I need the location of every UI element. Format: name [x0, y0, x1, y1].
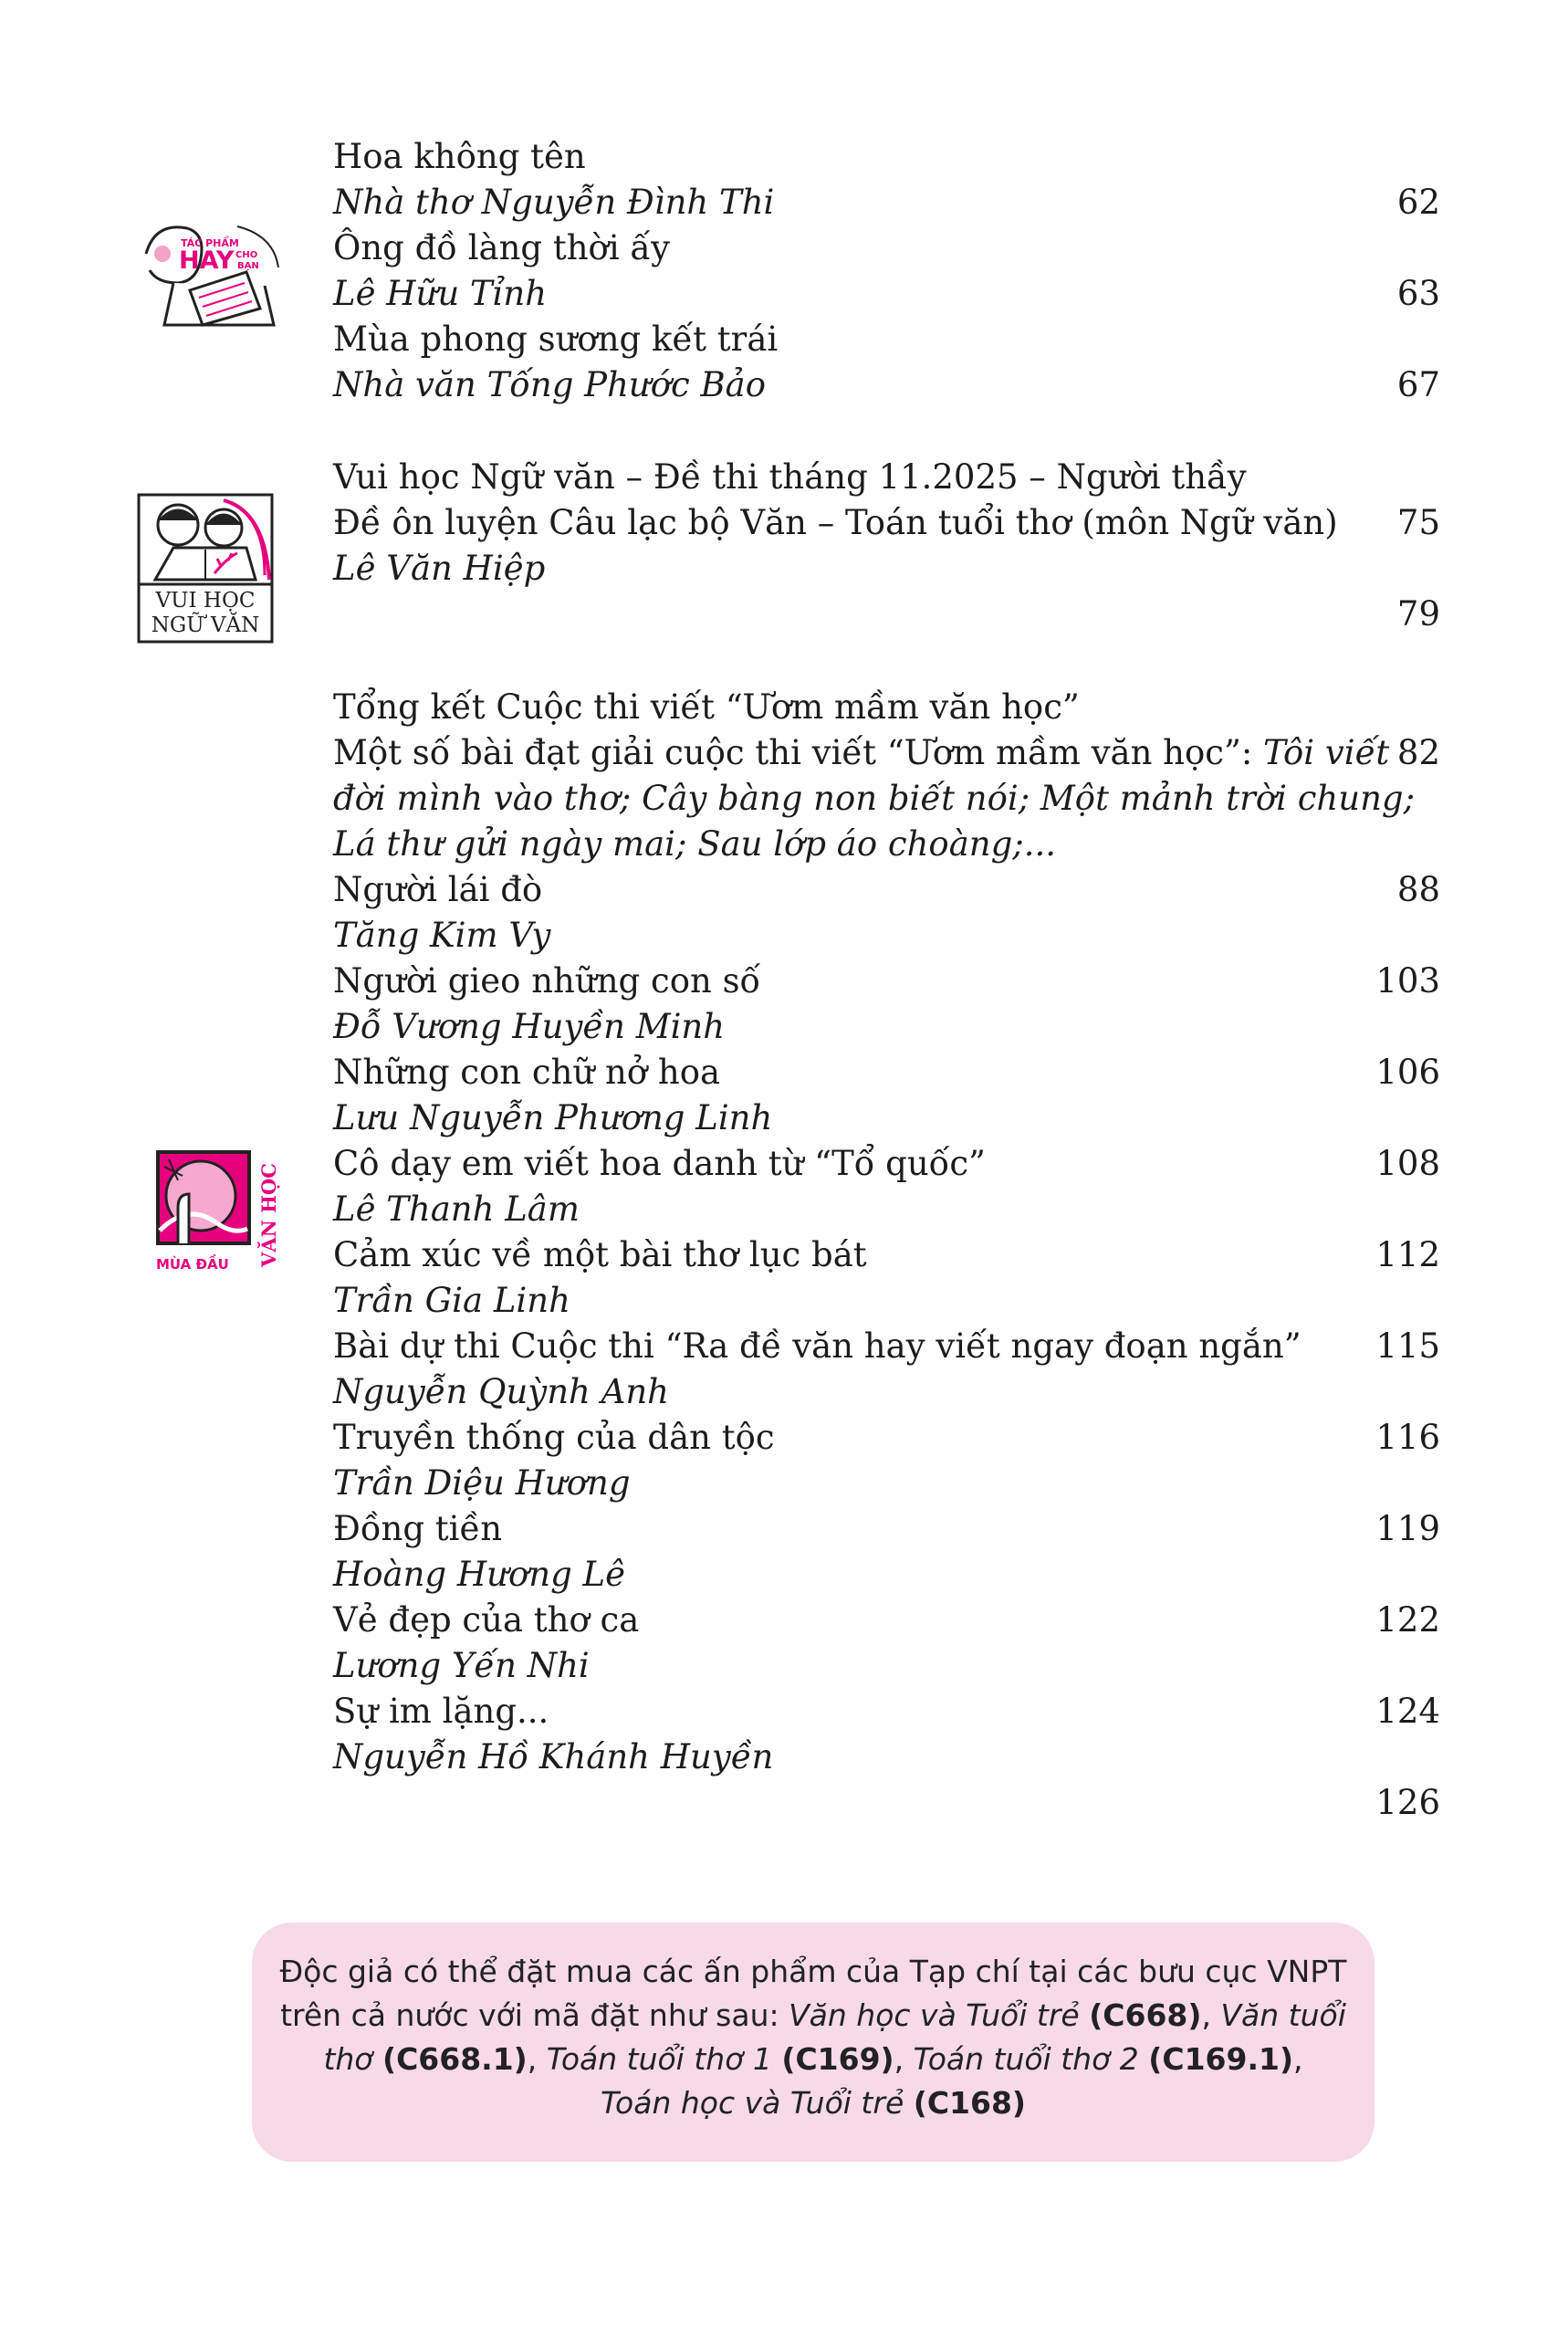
tac-pham-hay-icon	[137, 217, 292, 341]
toc-page: 103	[1375, 961, 1440, 1001]
icon-text-vertical: VĂN HỌC	[257, 1163, 280, 1267]
toc-author: Lương Yến Nhi	[333, 1646, 590, 1685]
toc-title: Cô dạy em viết hoa danh từ “Tổ quốc”	[333, 1144, 986, 1183]
toc-heading: Tổng kết Cuộc thi viết “Ươm mầm văn học”	[333, 687, 1080, 727]
subscription-notice	[252, 1923, 1375, 2162]
toc-author: Đỗ Vương Huyền Minh	[333, 1007, 726, 1046]
icon-text-main: HAY	[179, 246, 235, 275]
icon-text-side2: BẠN	[237, 261, 259, 271]
toc-title: Ông đồ làng thời ấy	[333, 228, 671, 267]
toc-page: 126	[1375, 1783, 1440, 1822]
publication-code: (C169)	[781, 2041, 894, 2077]
publication-name: Văn học và Tuổi trẻ	[789, 1997, 1080, 2033]
toc-page: 75	[1396, 503, 1440, 542]
publication-name: Toán tuổi thơ 2	[913, 2041, 1139, 2077]
notice-text: Độc giả có thể đặt mua các ấn phẩm của Tạp chí tại các bưu cục VNPT trên cả nước với mã đặt như sau: Văn học và Tuổi trẻ (C668), Văn tuổi thơ (C668.1), Toán tuổi thơ 1 (C169), Toán tuổi thơ 2 (C169.1), Toán học và Tuổi trẻ (C168)	[279, 1954, 1347, 2121]
toc-intro-text: Một số bài đạt giải cuộc thi viết “Ươm mầm văn học”:	[333, 733, 1264, 772]
toc-intro-line	[333, 730, 1389, 776]
toc-title: Vui học Ngữ văn – Đề thi tháng 11.2025 – Người thầy	[333, 457, 1247, 497]
toc-page: 67	[1396, 365, 1440, 404]
toc-page: 82	[1396, 733, 1440, 772]
toc-page: 122	[1375, 1600, 1440, 1640]
publication-code: (C169.1)	[1148, 2041, 1294, 2077]
publication-code: (C668.1)	[382, 2041, 528, 2077]
toc-author: Lê Thanh Lâm	[333, 1189, 580, 1229]
toc-author: Lưu Nguyễn Phương Linh	[333, 1098, 773, 1137]
publication-name: Toán tuổi thơ 1	[546, 2041, 772, 2077]
toc-author: Nhà văn Tống Phước Bảo	[333, 365, 767, 404]
toc-page: 106	[1375, 1053, 1440, 1092]
publication-code: (C668)	[1089, 1997, 1202, 2033]
toc-page: 124	[1375, 1692, 1440, 1731]
toc-author: Lê Hữu Tỉnh	[333, 274, 548, 313]
publication-name: Văn tuổi	[1220, 1997, 1346, 2033]
mua-dau-van-hoc-icon	[151, 1148, 286, 1276]
toc-title: Bài dự thi Cuộc thi “Ra đề văn hay viết ngay đoạn ngắn”	[333, 1326, 1301, 1366]
toc-title: Cảm xúc về một bài thơ lục bát	[333, 1235, 867, 1274]
toc-author: Nhà thơ Nguyễn Đình Thi	[333, 183, 775, 222]
toc-title: Đề ôn luyện Câu lạc bộ Văn – Toán tuổi thơ (môn Ngữ văn)	[333, 503, 1338, 542]
toc-title: Mùa phong sương kết trái	[333, 320, 779, 359]
toc-page: 116	[1375, 1418, 1440, 1457]
publication-name: Toán học và Tuổi trẻ	[600, 2085, 904, 2121]
toc-title: Sự im lặng...	[333, 1692, 549, 1731]
toc-page: 115	[1375, 1326, 1440, 1366]
toc-author: Trần Diệu Hương	[333, 1463, 631, 1503]
toc-page: 62	[1396, 183, 1440, 222]
icon-text-top: TÁC PHẨM	[181, 237, 239, 249]
toc-title: Đồng tiền	[333, 1509, 503, 1548]
notice-line: trên cả nước với mã đặt như sau:	[280, 1997, 789, 2033]
toc-intro-italic: Tôi viết	[1263, 733, 1390, 772]
toc-title: Vẻ đẹp của thơ ca	[333, 1600, 640, 1640]
toc-title: Người lái đò	[333, 870, 543, 909]
publication-code: (C168)	[913, 2085, 1027, 2121]
toc-title: Truyền thống của dân tộc	[333, 1418, 775, 1457]
notice-line: Độc giả có thể đặt mua các ấn phẩm của Tạp chí tại các bưu cục VNPT	[279, 1954, 1347, 1989]
toc-title: Người gieo những con số	[333, 961, 761, 1001]
toc-title: Những con chữ nở hoa	[333, 1053, 721, 1092]
toc-intro-line: đời mình vào thơ; Cây bàng non biết nói; Một mảnh trời chung;	[333, 779, 1416, 818]
vui-hoc-ngu-van-icon	[137, 493, 274, 644]
toc-page: 112	[1375, 1235, 1440, 1274]
toc-title: Hoa không tên	[333, 137, 586, 176]
toc-author: Hoàng Hương Lê	[333, 1555, 625, 1594]
toc-page: 63	[1396, 274, 1440, 313]
publication-name: thơ	[323, 2041, 373, 2077]
toc-page: 79	[1396, 594, 1440, 634]
toc-intro-line: Lá thư gửi ngày mai; Sau lớp áo choàng;...	[333, 824, 1057, 864]
toc-author: Lê Văn Hiệp	[333, 549, 546, 588]
icon-text-bottom: MÙA ĐẦU	[156, 1256, 229, 1273]
toc-page: 108	[1375, 1144, 1440, 1183]
icon-text-line2: NGỮ VĂN	[151, 613, 260, 637]
toc-author: Tăng Kim Vy	[333, 916, 551, 955]
toc-author: Nguyễn Hồ Khánh Huyền	[333, 1737, 774, 1776]
icon-text-side1: CHO	[235, 250, 258, 260]
toc-author: Trần Gia Linh	[333, 1281, 570, 1320]
toc-author: Nguyễn Quỳnh Anh	[333, 1372, 670, 1411]
toc-page: 119	[1375, 1509, 1440, 1548]
toc-page: 88	[1396, 870, 1440, 909]
icon-text-line1: VUI HỌC	[155, 589, 256, 613]
